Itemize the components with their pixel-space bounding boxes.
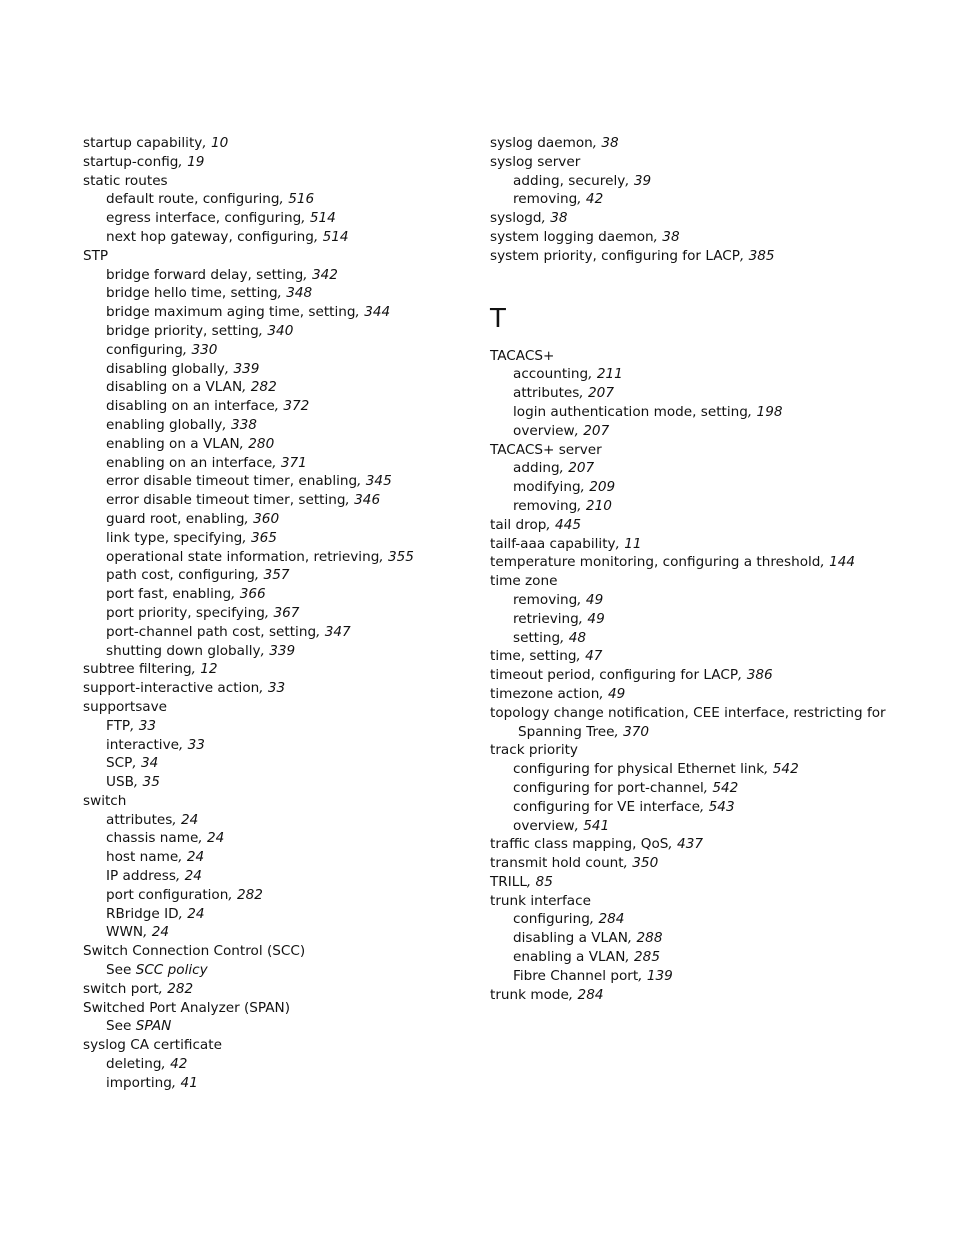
entry-term: login authentication mode, setting	[513, 403, 748, 420]
entry-term: adding, securely	[513, 172, 626, 189]
entry-term: configuring for VE interface	[513, 798, 700, 815]
page-number: , 282	[158, 980, 194, 997]
page-number: , 211	[588, 366, 623, 383]
entry-term: bridge hello time, setting	[106, 285, 278, 302]
entry-term: trunk interface	[490, 892, 591, 909]
entry-term: traffic class mapping, QoS	[490, 836, 669, 853]
entry-term: accounting	[513, 366, 589, 383]
entry-term: tail drop	[490, 516, 547, 533]
entry-term: IP address	[106, 868, 176, 885]
page-number: , 47	[576, 648, 603, 665]
entry-term: port-channel path cost, setting	[106, 623, 317, 640]
index-subentry	[490, 948, 910, 967]
index-subentry	[83, 322, 473, 341]
entry-term: timezone action	[490, 685, 600, 702]
index-entry-continuation	[490, 723, 910, 742]
index-subentry	[83, 472, 473, 491]
page-number: , 207	[574, 422, 610, 439]
entry-term: TACACS+	[490, 347, 555, 364]
page-number: , 38	[653, 228, 680, 245]
entry-term: track priority	[490, 742, 578, 759]
index-subentry	[83, 736, 473, 755]
page-number: , 360	[244, 510, 280, 527]
index-entry	[490, 553, 910, 572]
page-number: , 33	[179, 736, 205, 753]
entry-term: configuring	[513, 911, 590, 928]
entry-term: tailf-aaa capability	[490, 535, 616, 552]
index-entry	[490, 209, 910, 228]
index-entry	[83, 134, 473, 153]
page-number: , 24	[172, 811, 199, 828]
index-entry	[490, 685, 910, 704]
page-number: , 437	[668, 836, 703, 853]
index-subentry	[83, 773, 473, 792]
page-number: , 350	[623, 855, 659, 872]
index-entry	[490, 347, 910, 366]
page-number: , 34	[132, 755, 159, 772]
index-entry	[83, 942, 473, 961]
index-subentry	[83, 642, 473, 661]
entry-term: error disable timeout timer, setting	[106, 492, 346, 509]
page-number: , 24	[143, 924, 170, 941]
page-number: , 24	[178, 849, 205, 866]
entry-term: disabling globally	[106, 360, 225, 377]
entry-term: importing	[106, 1074, 172, 1091]
index-subentry	[490, 497, 910, 516]
page-number: , 48	[560, 629, 587, 646]
page-number: , 542	[703, 779, 739, 796]
index-subentry	[83, 284, 473, 303]
page-number: , 19	[178, 153, 205, 170]
entry-term: port priority, specifying	[106, 604, 265, 621]
page-number: , 516	[279, 191, 315, 208]
entry-term: time, setting	[490, 648, 577, 665]
entry-term: adding	[513, 460, 560, 477]
entry-term: configuring for physical Ethernet link	[513, 761, 765, 778]
page-number: , 280	[239, 435, 275, 452]
index-subentry	[490, 459, 910, 478]
index-entry	[83, 999, 473, 1018]
entry-term: path cost, configuring	[106, 567, 255, 584]
entry-term: attributes	[513, 385, 580, 402]
index-subentry	[490, 610, 910, 629]
page-number: , 285	[625, 949, 660, 966]
page-number: , 284	[568, 986, 604, 1003]
index-entry	[83, 792, 473, 811]
index-subentry	[490, 365, 910, 384]
entry-term: enabling globally	[106, 416, 223, 433]
entry-term: startup capability	[83, 135, 203, 151]
index-subentry	[83, 360, 473, 379]
index-subentry	[83, 811, 473, 830]
index-entry	[490, 854, 910, 873]
page-number: , 357	[254, 567, 290, 584]
page-number: , 282	[242, 379, 277, 396]
index-subentry	[83, 829, 473, 848]
index-subentry	[490, 422, 910, 441]
entry-term: port configuration	[106, 886, 229, 903]
page-number: , 42	[577, 191, 604, 208]
page-number: , 366	[231, 586, 266, 603]
index-subentry	[83, 378, 473, 397]
page-number: , 385	[739, 247, 775, 264]
see-reference: SPAN	[135, 1018, 172, 1035]
index-entry	[83, 172, 473, 191]
entry-term: startup-config	[83, 153, 179, 170]
entry-term: SCP	[106, 755, 133, 772]
entry-term: See	[106, 962, 136, 979]
index-entry	[490, 873, 910, 892]
entry-term: chassis name	[106, 830, 199, 847]
section-letter-heading: T	[490, 303, 506, 334]
entry-term: error disable timeout timer, enabling	[106, 473, 358, 490]
entry-term: RBridge ID	[106, 905, 179, 922]
page-number: , 347	[316, 623, 351, 640]
page-number: , 207	[559, 460, 595, 477]
page-number: , 365	[242, 529, 277, 546]
entry-term: Fibre Channel port	[513, 967, 639, 984]
entry-term: supportsave	[83, 698, 168, 715]
entry-term: attributes	[106, 811, 173, 828]
page-number: , 10	[202, 135, 229, 151]
entry-term: timeout period, configuring for LACP	[490, 667, 739, 684]
page-number: , 35	[133, 774, 160, 791]
entry-term: operational state information, retrieving	[106, 548, 380, 565]
index-subentry	[83, 341, 473, 360]
index-subentry	[83, 416, 473, 435]
index-subentry	[83, 1074, 473, 1093]
entry-term: enabling on an interface	[106, 454, 273, 471]
entry-term: USB	[106, 774, 134, 791]
entry-term: time zone	[490, 573, 558, 590]
page-number: , 348	[277, 285, 313, 302]
entry-term: overview	[513, 817, 575, 834]
index-entry	[83, 247, 473, 266]
page-number: , 355	[379, 548, 414, 565]
entry-term: STP	[83, 247, 109, 264]
page-number: , 198	[747, 403, 783, 420]
index-subentry	[83, 397, 473, 416]
index-entry	[83, 698, 473, 717]
entry-term: static routes	[83, 172, 168, 189]
page-number: , 345	[357, 473, 392, 490]
page-number: , 207	[579, 385, 614, 402]
entry-term: enabling a VLAN	[513, 949, 626, 966]
entry-term: retrieving	[513, 610, 579, 627]
entry-term: bridge priority, setting	[106, 322, 259, 339]
index-entry	[490, 228, 910, 247]
index-subentry	[83, 886, 473, 905]
entry-term: FTP	[106, 717, 131, 734]
entry-term: egress interface, configuring	[106, 210, 302, 227]
page-number: , 372	[274, 398, 310, 415]
page-number: , 288	[627, 930, 663, 947]
see-reference: SCC policy	[135, 962, 208, 979]
index-subentry	[490, 929, 910, 948]
index-subentry	[83, 209, 473, 228]
entry-term: system priority, configuring for LACP	[490, 247, 740, 264]
entry-term: removing	[513, 591, 578, 608]
entry-term: WWN	[106, 924, 144, 941]
index-entry	[490, 535, 910, 554]
index-subentry	[83, 623, 473, 642]
entry-term: Switch Connection Control (SCC)	[83, 943, 306, 960]
index-subentry	[83, 848, 473, 867]
index-group-t	[490, 347, 910, 1005]
index-subentry	[83, 585, 473, 604]
index-entry	[83, 980, 473, 999]
entry-term: syslog daemon	[490, 135, 593, 151]
index-column-right	[490, 134, 910, 1004]
page-number: , 541	[574, 817, 610, 834]
index-subentry	[83, 190, 473, 209]
index-subentry	[83, 1017, 473, 1036]
page-number: , 24	[175, 868, 202, 885]
page-number: , 543	[700, 798, 735, 815]
index-subentry	[83, 923, 473, 942]
page-number: , 514	[301, 210, 336, 227]
index-entry	[490, 441, 910, 460]
entry-term: TACACS+ server	[490, 441, 602, 458]
page-number: , 33	[130, 717, 157, 734]
entry-term: shutting down globally	[106, 642, 261, 659]
index-subentry	[83, 454, 473, 473]
entry-term: guard root, enabling	[106, 510, 245, 527]
entry-term: overview	[513, 422, 575, 439]
entry-term: disabling on a VLAN	[106, 379, 243, 396]
entry-term: next hop gateway, configuring	[106, 228, 314, 245]
index-subentry	[83, 566, 473, 585]
page-number: , 49	[578, 610, 605, 627]
entry-term: host name	[106, 849, 179, 866]
page-number: , 338	[222, 416, 257, 433]
page-number: , 139	[638, 967, 673, 984]
page-number: , 38	[592, 135, 619, 151]
entry-term: disabling a VLAN	[513, 930, 628, 947]
page-number: , 144	[820, 554, 856, 571]
page-number: , 41	[171, 1074, 198, 1091]
index-entry	[83, 153, 473, 172]
index-subentry	[83, 905, 473, 924]
entry-term: disabling on an interface	[106, 398, 275, 415]
entry-term: default route, configuring	[106, 191, 280, 208]
page-number: , 445	[546, 516, 581, 533]
entry-term: switch	[83, 792, 127, 809]
page-number: , 284	[589, 911, 625, 928]
index-entry	[490, 572, 910, 591]
page-number: , 542	[764, 761, 799, 778]
index-subentry	[490, 384, 910, 403]
page-number: , 12	[191, 661, 218, 678]
index-subentry	[490, 190, 910, 209]
index-subentry	[490, 817, 910, 836]
entry-term: Switched Port Analyzer (SPAN)	[83, 999, 291, 1016]
index-subentry	[490, 760, 910, 779]
page-number: , 342	[303, 266, 338, 283]
index-subentry	[83, 754, 473, 773]
index-entry	[490, 892, 910, 911]
entry-term: modifying	[513, 479, 581, 496]
entry-term: configuring	[106, 341, 183, 358]
page-number: , 367	[264, 604, 300, 621]
index-subentry	[490, 967, 910, 986]
index-entry	[490, 666, 910, 685]
index-subentry	[83, 717, 473, 736]
page-number: , 344	[355, 304, 391, 321]
page-number: , 339	[224, 360, 260, 377]
index-subentry	[83, 1055, 473, 1074]
page-number: , 210	[577, 497, 612, 514]
page-number: , 49	[599, 685, 626, 702]
entry-term: configuring for port-channel	[513, 779, 704, 796]
page-number: , 33	[259, 680, 286, 697]
page-number: , 339	[260, 642, 296, 659]
index-subentry	[83, 867, 473, 886]
index-subentry	[83, 604, 473, 623]
page-number: , 49	[577, 591, 604, 608]
index-entry	[490, 741, 910, 760]
index-subentry	[490, 172, 910, 191]
index-entry	[83, 660, 473, 679]
page-number: , 330	[182, 341, 218, 358]
page-number: , 42	[161, 1056, 188, 1073]
page-number: , 340	[258, 322, 294, 339]
index-subentry	[490, 478, 910, 497]
entry-term: port fast, enabling	[106, 586, 232, 603]
index-subentry	[490, 591, 910, 610]
entry-term: support-interactive action	[83, 680, 260, 697]
entry-term: bridge forward delay, setting	[106, 266, 304, 283]
index-entry	[490, 134, 910, 153]
entry-term: temperature monitoring, configuring a threshold	[490, 554, 821, 571]
index-entry	[490, 247, 910, 266]
index-subentry	[83, 303, 473, 322]
index-entry	[83, 679, 473, 698]
page-number: , 39	[625, 172, 652, 189]
page-number: , 386	[738, 667, 773, 684]
index-entry	[490, 704, 910, 723]
page-number: , 209	[580, 479, 616, 496]
page-number: , 282	[228, 886, 263, 903]
entry-term: syslog server	[490, 153, 581, 170]
index-subentry	[83, 529, 473, 548]
entry-term: syslogd	[490, 210, 542, 227]
index-entry	[490, 647, 910, 666]
page-number: , 85	[526, 873, 553, 890]
entry-term: topology change notification, CEE interface, restricting for	[490, 704, 886, 721]
page-number: , 514	[313, 228, 349, 245]
page-number: , 11	[615, 535, 642, 552]
index-subentry	[490, 779, 910, 798]
index-subentry	[83, 266, 473, 285]
index-column-left	[83, 134, 473, 1093]
entry-term: deleting	[106, 1056, 162, 1073]
entry-term: switch port	[83, 980, 159, 997]
index-subentry	[83, 491, 473, 510]
entry-term: Spanning Tree	[518, 723, 615, 740]
entry-term: bridge maximum aging time, setting	[106, 304, 356, 321]
entry-term: transmit hold count	[490, 855, 624, 872]
page-number: , 346	[345, 492, 381, 509]
entry-term: removing	[513, 191, 578, 208]
index-subentry	[490, 629, 910, 648]
index-entry	[490, 986, 910, 1005]
entry-term: system logging daemon	[490, 228, 654, 245]
index-subentry	[83, 548, 473, 567]
index-subentry	[490, 910, 910, 929]
index-entry	[490, 153, 910, 172]
entry-term: syslog CA certificate	[83, 1037, 222, 1054]
index-subentry	[83, 435, 473, 454]
entry-term: TRILL	[490, 873, 527, 890]
page-number: , 24	[198, 830, 225, 847]
index-group-s-continued	[490, 134, 910, 266]
page-number: , 371	[272, 454, 307, 471]
entry-term: enabling on a VLAN	[106, 435, 240, 452]
index-entry	[490, 516, 910, 535]
page-number: , 24	[178, 905, 205, 922]
entry-term: See	[106, 1018, 136, 1035]
entry-term: setting	[513, 629, 561, 646]
entry-term: subtree filtering	[83, 661, 192, 678]
index-subentry	[83, 961, 473, 980]
index-subentry	[83, 510, 473, 529]
index-subentry	[490, 798, 910, 817]
index-entry	[490, 835, 910, 854]
page-number: , 38	[541, 210, 568, 227]
index-subentry	[83, 228, 473, 247]
page-number: , 370	[614, 723, 650, 740]
entry-term: interactive	[106, 736, 179, 753]
index-entry	[83, 1036, 473, 1055]
index-subentry	[490, 403, 910, 422]
entry-term: trunk mode	[490, 986, 569, 1003]
entry-term: link type, specifying	[106, 529, 243, 546]
entry-term: removing	[513, 497, 578, 514]
